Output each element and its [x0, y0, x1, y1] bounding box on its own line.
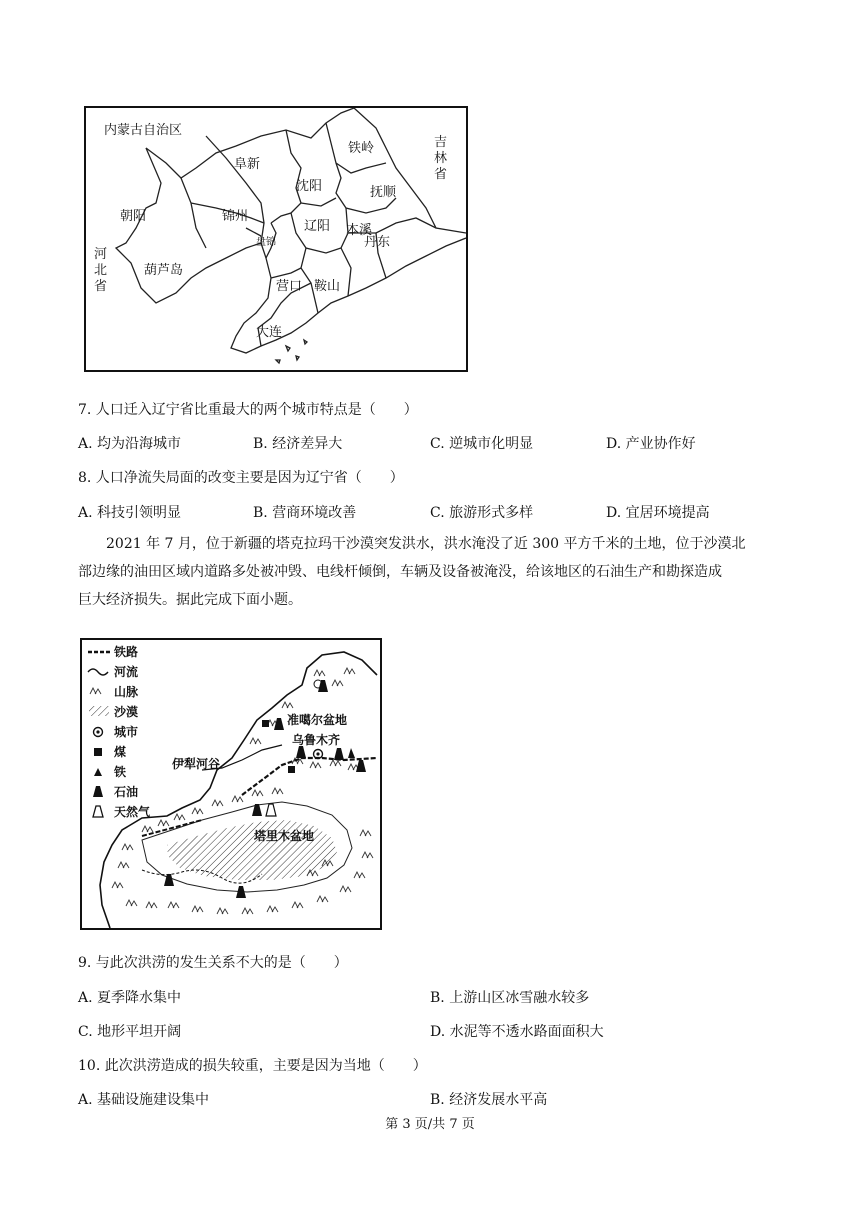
label-urumqi: 乌鲁木齐	[292, 733, 341, 747]
q9-option-c[interactable]: C. 地形平坦开阔	[78, 1024, 182, 1040]
liaoning-map	[84, 106, 468, 372]
q8-option-c[interactable]: C. 旅游形式多样	[430, 505, 534, 521]
q7-option-d[interactable]: D. 产业协作好	[606, 436, 696, 452]
label-anshan: 鞍山	[314, 279, 341, 294]
svg-text:北: 北	[94, 263, 108, 278]
q10-option-a[interactable]: A. 基础设施建设集中	[78, 1092, 210, 1108]
svg-text:省: 省	[94, 279, 108, 294]
q9-option-d[interactable]: D. 水泥等不透水路面面积大	[430, 1024, 604, 1040]
svg-text:河流: 河流	[114, 665, 139, 679]
q7-option-b[interactable]: B. 经济差异大	[253, 436, 343, 452]
svg-text:吉: 吉	[434, 135, 448, 150]
label-yingkou: 营口	[276, 279, 303, 294]
question-8-stem: 8. 人口净流失局面的改变主要是因为辽宁省（ ）	[78, 470, 404, 486]
label-fuxin: 阜新	[234, 157, 261, 172]
label-chaoyang: 朝阳	[120, 209, 147, 224]
svg-text:石油: 石油	[114, 785, 139, 799]
svg-text:山脉: 山脉	[114, 685, 139, 699]
label-dandong: 丹东	[364, 235, 391, 250]
label-benxi: 本溪	[346, 223, 373, 238]
svg-text:省: 省	[434, 167, 448, 182]
legend	[88, 644, 151, 819]
xinjiang-map	[80, 638, 382, 930]
label-yili: 伊犁河谷	[172, 757, 221, 771]
q9-option-a[interactable]: A. 夏季降水集中	[78, 990, 182, 1006]
svg-text:铁路: 铁路	[114, 645, 139, 659]
svg-text:天然气: 天然气	[114, 805, 151, 819]
svg-text:煤: 煤	[114, 745, 127, 759]
question-10-stem: 10. 此次洪涝造成的损失较重，主要是因为当地（ ）	[78, 1058, 427, 1074]
label-tarim: 塔里木盆地	[254, 829, 315, 843]
q9-option-b[interactable]: B. 上游山区冰雪融水较多	[430, 990, 590, 1006]
label-liaoyang: 辽阳	[304, 219, 331, 234]
label-dalian: 大连	[256, 325, 283, 340]
label-shenyang: 沈阳	[296, 179, 323, 194]
q7-option-c[interactable]: C. 逆城市化明显	[430, 436, 534, 452]
label-tieling: 铁岭	[348, 141, 375, 156]
page-footer: 第 3 页/共 7 页	[385, 1117, 475, 1132]
q10-option-b[interactable]: B. 经济发展水平高	[430, 1092, 548, 1108]
label-panjin: 盘锦	[256, 237, 276, 248]
q8-option-b[interactable]: B. 营商环境改善	[253, 505, 357, 521]
question-9-stem: 9. 与此次洪涝的发生关系不大的是（ ）	[78, 955, 348, 971]
q7-option-a[interactable]: A. 均为沿海城市	[78, 436, 182, 452]
svg-text:林: 林	[434, 151, 448, 166]
q8-option-a[interactable]: A. 科技引领明显	[78, 505, 182, 521]
label-neimenggu: 内蒙古自治区	[104, 123, 183, 138]
question-7-stem: 7. 人口迁入辽宁省比重最大的两个城市特点是（ ）	[78, 402, 418, 418]
svg-text:城市: 城市	[114, 725, 139, 739]
label-junggar: 准噶尔盆地	[287, 713, 348, 727]
svg-text:沙漠: 沙漠	[114, 705, 139, 719]
label-fushun: 抚顺	[370, 185, 397, 200]
passage: 2021 年 7 月，位于新疆的塔克拉玛干沙漠突发洪水，洪水淹没了近 300 平方千米的土地，位于沙漠北 部边缘的油田区域内道路多处被冲毁、电线杆倾倒，车辆及设备被淹没，给该地区的石油生产和勘探造成 巨大经济损失。据此完成下面小题。	[78, 536, 746, 608]
label-jinzhou: 锦州	[222, 209, 249, 224]
label-huludao: 葫芦岛	[144, 263, 184, 278]
label-jilin	[434, 134, 447, 182]
svg-text:河: 河	[94, 247, 108, 262]
svg-text:铁: 铁	[114, 765, 127, 779]
label-hebei	[94, 247, 107, 294]
q8-option-d[interactable]: D. 宜居环境提高	[606, 505, 710, 521]
